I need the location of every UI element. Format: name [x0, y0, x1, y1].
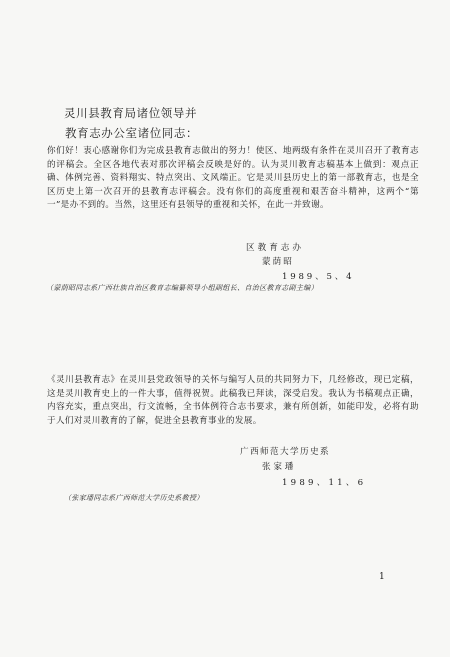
letter-1-signature-date: 1989、5、4 — [282, 272, 355, 282]
salutation-line-2: 教育志办公室诸位同志： — [65, 126, 199, 140]
letter-2-signature-name: 张家璠 — [262, 462, 297, 472]
letter-1-signature-name: 蒙荫昭 — [262, 257, 294, 267]
letter-2-body: 《灵川县教育志》在灵川县党政领导的关怀与编写人员的共同努力下，几经修改，现已定稿，这是灵川教育史上的一件大事，值得祝贺。此稿我已拜读，深受启发。我认为书稿观点正确，内容充实，重点突出，行文流畅，全书体例符合志书要求，兼有所创新，如能印发，必将有助于人们对灵川教育的了解，促进全县教育事业的发展。 — [47, 375, 419, 426]
page-number: 1 — [379, 572, 385, 582]
letter-2-signature-org: 广西师范大学历史系 — [240, 447, 330, 457]
letter-1-note: （蒙荫昭同志系广西壮族自治区教育志编纂领导小组副组长、自治区教育志副主编） — [46, 284, 318, 292]
letter-1-body: 你们好！衷心感谢你们为完成县教育志做出的努力！使区、地两级有条件在灵川召开了教育志的评稿会。全区各地代表对那次评稿会反映是好的。认为灵川教育志稿基本上做到：观点正确、体例完善、资料翔实、特点突出、文风端正。它是灵川县历史上的第一部教育志，也是全区历史上第一次召开的县教育志评稿会。没有你们的高度重视和艰苦奋斗精神，这两个“第一”是办不到的。当然，这里还有县领导的重视和关怀，在此一并致谢。 — [47, 146, 419, 210]
letter-2-signature-date: 1989、11、6 — [282, 478, 367, 488]
letter-2-note: （张家璠同志系广西师范大学历史系教授） — [64, 494, 204, 502]
salutation-line-1: 灵川县教育局诸位领导并 — [64, 106, 198, 120]
letter-1-signature-org: 区教育志办 — [246, 243, 304, 253]
